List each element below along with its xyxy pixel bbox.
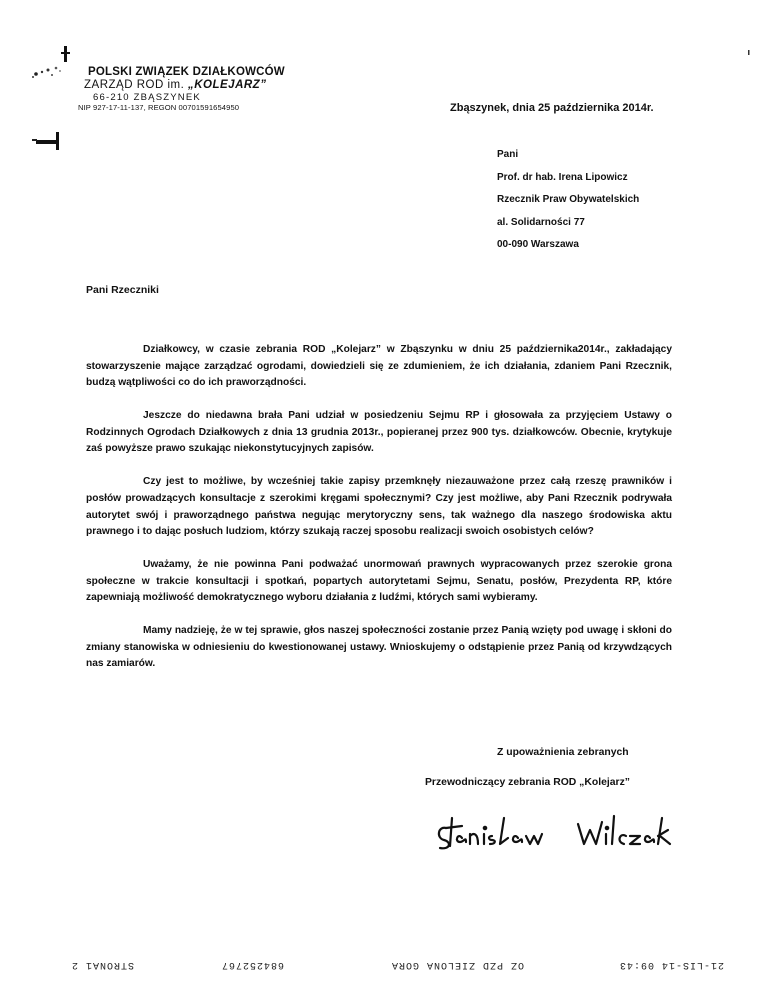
paragraph-4: Uważamy, że nie powinna Pani podważać unormowań prawnych wypracowanych przez szerokie grona społeczne w trakcie konsultacji i spotkań, popartych autorytetami Sejmu, Senatu, posłów, Prezydenta RP, które zapewniają możliwość demokratycznego wyboru działania z ludźmi, których sami wybieramy. <box>86 559 672 604</box>
recipient-block <box>497 148 639 261</box>
date-line: Zbąszynek, dnia 25 października 2014r. <box>450 102 654 114</box>
org-address: 66-210 ZBĄSZYNEK <box>93 92 201 103</box>
fax-timestamp: 21-LIS-14 09:43 <box>618 959 724 970</box>
recipient-street: al. Solidarności 77 <box>497 216 585 228</box>
handwritten-signature <box>428 798 678 858</box>
closing-authorization: Z upoważnienia zebranych <box>497 747 629 758</box>
fax-phone: 684252767 <box>220 959 284 970</box>
letterhead <box>78 66 318 113</box>
edge-mark <box>30 130 70 154</box>
greeting: Pani Rzeczniki <box>86 284 159 296</box>
org-name: POLSKI ZWIĄZEK DZIAŁKOWCÓW <box>88 66 285 78</box>
corner-dot <box>746 50 752 56</box>
paragraph-1: Działkowcy, w czasie zebrania ROD „Kolejarz” w Zbąszynku w dniu 25 października2014r., zakładający stowarzyszenie mające zarządzać ogrodami, dowiedzieli się ze zdumieniem, że ich działania, zdaniem Pani Rzecznik, budzą wątpliwości co do ich praworządności. <box>86 344 672 389</box>
recipient-title: Rzecznik Praw Obywatelskich <box>497 194 640 205</box>
recipient-city: 00-090 Warszawa <box>497 239 579 250</box>
zarzad-line <box>84 79 318 92</box>
recipient-line-1: Pani <box>497 149 519 160</box>
recipient-name: Prof. dr hab. Irena Lipowicz <box>497 171 628 183</box>
zarzad-name: „KOLEJARZ” <box>187 79 267 91</box>
paragraph-5: Mamy nadzieję, że w tej sprawie, głos naszej społeczności zostanie przez Panią wzięty pod uwagę i skłoni do zmiany stanowiska w odniesieniu do kwestionowanej ustawy. Wnioskujemy o odstąpienie przez Panią od krzywdzących nas zamiarów. <box>86 625 672 670</box>
letter-body <box>86 342 672 689</box>
nip-regon: NIP 927-17-11-137, REGON 00701591654950 <box>78 103 240 112</box>
closing-chair: Przewodniczący zebrania ROD „Kolejarz” <box>425 777 630 788</box>
paragraph-3: Czy jest to możliwe, by wcześniej takie zapisy przemknęły niezauważone przez całą rzeszę prawników i posłów prowadzących konsultacje z szerokimi kręgami społecznymi? Czy jest możliwe, aby Pani Rzecznik podrywała autorytet swój i praworządnego państwa negując merytoryczny sens, tak ważnego dla naszego środowiska aktu prawnego i to dając posłuch ludziom, którzy szukają raczej sposobu realizacji swoich osobistych celów? <box>86 476 672 538</box>
fax-sender: OZ PZD ZIELONA GORA <box>390 959 524 970</box>
zarzad-prefix: ZARZĄD ROD im. <box>84 79 188 91</box>
paragraph-2: Jeszcze do niedawna brała Pani udział w posiedzeniu Sejmu RP i głosowała za przyjęciem Ustawy o Rodzinnych Ogrodach Działkowych z dnia 13 grudnia 2013r., popieranej przez 900 tys. działkowców. Obecnie, krytykuje zaś powyższe prawo szukając niekonstytucyjnych zapisów. <box>86 410 672 455</box>
fax-page: STRONA1 2 <box>70 959 134 970</box>
